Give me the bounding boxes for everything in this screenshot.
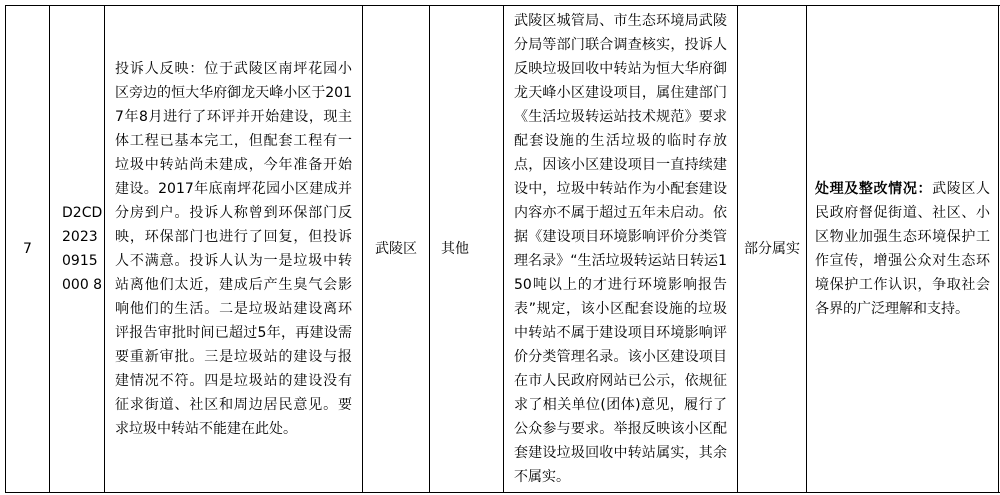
complaint-content-cell: 投诉人反映：位于武陵区南坪花园小区旁边的恒大华府御龙天峰小区于2017年8月进行了环评并开始建设，现主体工程已基本完工，但配套工程有一垃圾中转站尚未建成，今年准备开始建设。2017年底南坪花园小区建成并分房到户。投诉人称曾到环保部门反映，环保部门也进行了回复，但投诉人不满意。投诉人认为一是垃圾中转站离他们太近，建成后产生臭气会影响他们的生活。二是垃圾站建设离环评报告审批时间已超过5年，再建设需要重新审批。三是垃圾站的建设与报建情况不符。四是垃圾站的建设没有征求街道、社区和周边居民意见。要求垃圾中转站不能建在此处。 (105, 6, 363, 493)
handling-label: 处理及整改情况： (815, 181, 933, 197)
table-row (6, 6, 1000, 493)
complaint-table (5, 5, 1000, 493)
handling-cell (807, 6, 999, 493)
verdict-cell: 部分属实 (738, 6, 807, 493)
category-cell: 其他 (430, 6, 504, 493)
row-index-cell: 7 (6, 6, 50, 493)
handling-text: 武陵区人民政府督促街道、社区、小区物业加强生态环境保护工作宣传，增强公众对生态环境保护工作认识，争取社会各界的广泛理解和支持。 (815, 181, 991, 317)
district-cell: 武陵区 (363, 6, 430, 493)
case-id-cell: D2CD20230915000 8 (50, 6, 105, 493)
investigation-result-cell: 武陵区城管局、市生态环境局武陵分局等部门联合调查核实，投诉人反映垃圾回收中转站为恒大华府御龙天峰小区建设项目，属住建部门《生活垃圾转运站技术规范》要求配套设施的生活垃圾的临时存放点，因该小区建设项目一直持续建设中，垃圾中转站作为小配套建设内容亦不属于超过五年未启动。依据《建设项目环境影响评价分类管理名录》“生活垃圾转运站日转运150吨以上的才进行环境影响报告表”规定，该小区配套设施的垃圾中转站不属于建设项目环境影响评价分类管理名录。该小区建设项目在市人民政府网站已公示，依规征求了相关单位(团体)意见，履行了公众参与要求。举报反映该小区配套建设垃圾回收中转站属实，其余不属实。 (504, 6, 738, 493)
